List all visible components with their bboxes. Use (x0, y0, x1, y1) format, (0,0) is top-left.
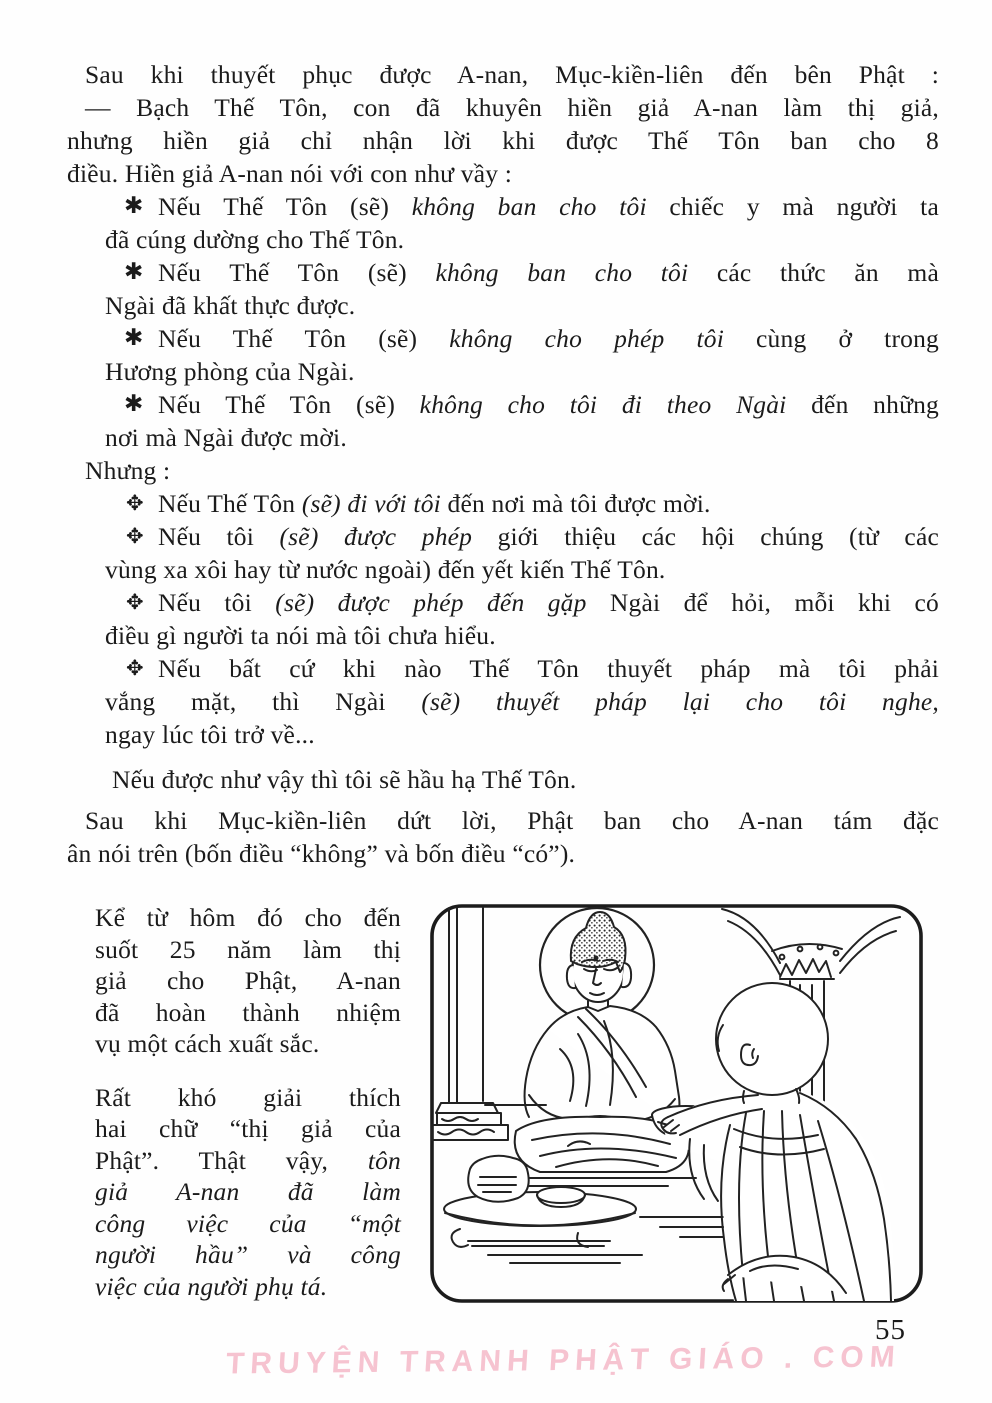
text-segment: Nếu tôi (158, 522, 280, 551)
cross-bullet-icon: ✥ (126, 656, 144, 680)
text-segment: việc của người phụ tá. (95, 1271, 328, 1301)
text-segment: Kể từ hôm đó cho đến (95, 903, 401, 932)
text-segment: vắng mặt, thì Ngài (105, 687, 422, 716)
text-segment: vùng xa xôi hay từ nước ngoài) đến yết kiến Thế Tôn. (105, 555, 666, 584)
text-line (112, 763, 939, 796)
text-segment: đã cúng dường cho Thế Tôn. (105, 225, 405, 254)
text-line (126, 586, 939, 619)
text-segment: người hầu” và công (95, 1240, 401, 1269)
text-line (95, 934, 401, 966)
asterisk-bullet-icon: ✱ (124, 325, 144, 351)
cross-bullet-icon: ✥ (126, 524, 144, 548)
text-segment: (sẽ) được phép đến gặp (275, 588, 587, 617)
text-segment: cùng ở trong (724, 324, 939, 353)
text-segment: Nếu Thế Tôn (sẽ) (158, 390, 420, 419)
text-line (126, 520, 939, 553)
text-segment: Hương phòng của Ngài. (105, 357, 355, 386)
text-line (124, 256, 939, 289)
text-segment: Rất khó giải thích (95, 1082, 401, 1112)
text-segment: Ngài đã khất thực được. (105, 291, 356, 320)
text-segment: Nhưng : (85, 456, 171, 485)
text-line (95, 1239, 401, 1271)
cross-bullet-icon: ✥ (126, 590, 144, 614)
text-segment: chiếc y mà người ta (646, 192, 939, 221)
text-segment: vụ một cách xuất sắc. (95, 1029, 320, 1058)
text-line (85, 454, 939, 487)
text-line (85, 91, 939, 124)
text-line (105, 289, 939, 322)
text-segment: nơi mà Ngài được mời. (105, 423, 347, 452)
text-line (67, 837, 939, 870)
cross-bullet-icon: ✥ (126, 491, 144, 515)
text-segment: công việc của “một (95, 1208, 401, 1238)
text-line (124, 190, 939, 223)
line-gap (95, 1060, 401, 1082)
text-segment: giả cho Phật, A-nan (95, 966, 401, 995)
table-cup (537, 1187, 585, 1203)
text-segment: Nếu Thế Tôn (sẽ) (158, 192, 412, 221)
text-line (124, 322, 939, 355)
text-segment: các thức ăn mà (688, 258, 939, 287)
text-line (105, 718, 939, 751)
text-segment: Nếu tôi (158, 588, 276, 617)
text-segment: đã hoàn thành nhiệm (95, 997, 401, 1027)
text-segment: giới thiệu các hội chúng (từ các (472, 522, 939, 551)
text-line (95, 902, 401, 934)
text-segment: nhưng hiền giả chỉ nhận lời khi được Thế Tôn ban cho 8 (67, 126, 939, 155)
asterisk-bullet-icon: ✱ (124, 391, 144, 417)
watermark-text: TRUYỆN TRANH PHẬT GIÁO . COM (225, 1340, 902, 1381)
buddha-figure (508, 912, 696, 1186)
text-segment: (sẽ) đi với tôi (301, 489, 441, 518)
text-line (67, 124, 939, 157)
text-line (95, 1271, 401, 1303)
line-gap (67, 796, 939, 804)
left-column-text (95, 902, 401, 1302)
text-segment: suốt 25 năm làm thị (95, 934, 401, 964)
text-segment: đến những (786, 390, 939, 419)
text-segment: Nếu Thế Tôn (158, 489, 302, 518)
text-segment: — Bạch Thế Tôn, con đã khuyên hiền giả A-nan làm thị giả, (85, 93, 939, 122)
page-number: 55 (875, 1314, 906, 1346)
text-segment: không ban cho tôi (411, 192, 647, 221)
text-line (105, 619, 939, 652)
main-text-block (67, 58, 939, 870)
text-line (95, 1176, 401, 1208)
text-line (85, 804, 939, 837)
text-segment: Phật”. Thật vậy, (95, 1145, 368, 1175)
text-segment: không cho phép tôi (449, 324, 724, 353)
text-segment: không ban cho tôi (435, 258, 689, 287)
table-bowl (468, 1156, 529, 1202)
text-line (95, 1028, 401, 1060)
text-line (67, 157, 939, 190)
text-line (95, 1208, 401, 1240)
text-line (105, 223, 939, 256)
text-line (105, 553, 939, 586)
text-segment: ngay lúc tôi trở về... (105, 720, 315, 749)
text-line (95, 1113, 401, 1145)
illustration-buddha-anan (428, 898, 940, 1310)
text-line (105, 421, 939, 454)
line-gap (67, 751, 939, 763)
text-line (85, 58, 939, 91)
text-segment: giả A-nan đã làm (95, 1177, 401, 1206)
asterisk-bullet-icon: ✱ (124, 193, 144, 219)
text-segment: Nếu bất cứ khi nào Thế Tôn thuyết pháp mà tôi phải (158, 654, 939, 683)
text-segment: Ngài để hỏi, mỗi khi có (586, 588, 939, 617)
asterisk-bullet-icon: ✱ (124, 259, 144, 285)
text-line (126, 652, 939, 685)
text-segment: Sau khi thuyết phục được A-nan, Mục-kiền-liên đến bên Phật : (85, 60, 939, 89)
text-line (95, 1145, 401, 1177)
text-line (95, 997, 401, 1029)
text-segment: tôn (367, 1145, 401, 1175)
text-segment: Nếu được như vậy thì tôi sẽ hầu hạ Thế Tôn. (112, 765, 577, 794)
text-segment: điều gì người ta nói mà tôi chưa hiểu. (105, 621, 496, 650)
text-segment: ân nói trên (bốn điều “không” và bốn điều “có”). (67, 839, 576, 868)
text-line (105, 685, 939, 718)
text-segment: (sẽ) được phép (279, 522, 473, 551)
text-segment: điều. Hiền giả A-nan nói với con như vầy : (67, 159, 513, 188)
text-line (95, 1082, 401, 1114)
monk-figure (661, 983, 894, 1301)
text-segment: đến nơi mà tôi được mời. (440, 489, 711, 518)
left-pillar (432, 908, 546, 1140)
text-segment: không cho tôi đi theo Ngài (419, 390, 787, 419)
text-segment: Nếu Thế Tôn (sẽ) (158, 324, 450, 353)
text-line (105, 355, 939, 388)
text-line (124, 388, 939, 421)
text-line (95, 965, 401, 997)
text-line (126, 487, 939, 520)
illustration-drawing (428, 898, 940, 1310)
text-segment: hai chữ “thị giả của (95, 1114, 401, 1143)
text-segment: Nếu Thế Tôn (sẽ) (158, 258, 436, 287)
text-segment: Sau khi Mục-kiền-liên dứt lời, Phật ban cho A-nan tám đặc (85, 806, 939, 835)
text-segment: (sẽ) thuyết pháp lại cho tôi nghe, (421, 687, 939, 716)
